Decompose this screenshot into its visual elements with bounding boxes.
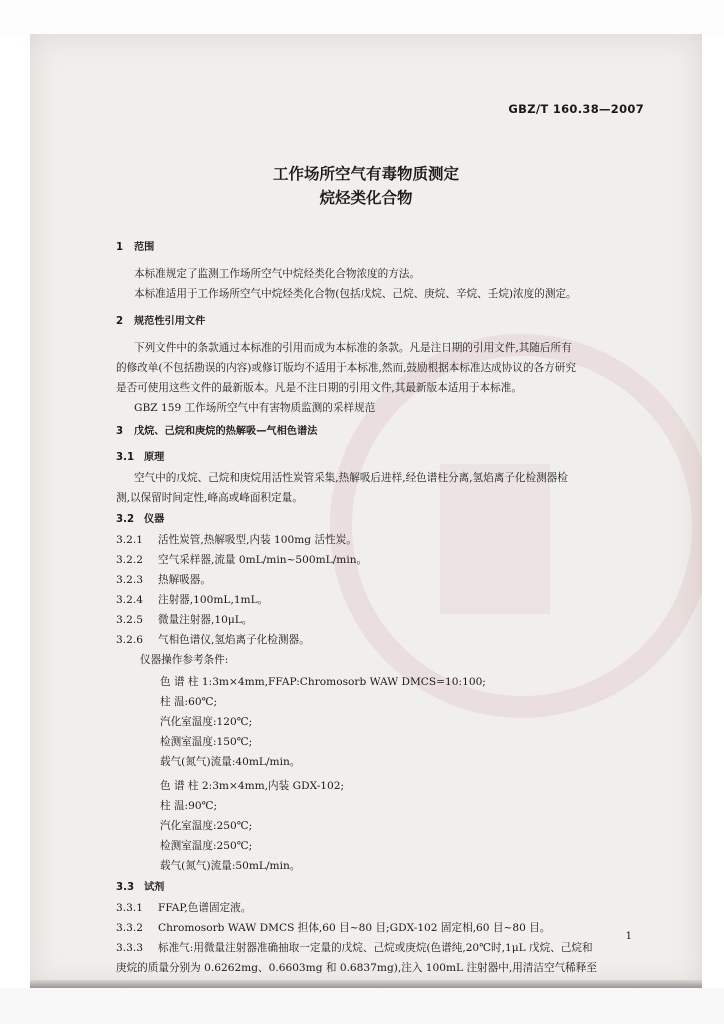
condition-line: 柱 温:90℃;: [160, 800, 218, 812]
scan-margin-top: [0, 0, 724, 34]
condition-line: 载气(氮气)流量:40mL/min。: [160, 756, 301, 768]
document-page: [30, 34, 702, 988]
condition-line: 柱 温:60℃;: [160, 696, 218, 708]
section-heading: 3 戊烷、己烷和庚烷的热解吸—气相色谱法: [116, 426, 318, 437]
subsection-heading: 3.3 试剂: [116, 882, 165, 893]
condition-line: 检测室温度:150℃;: [160, 736, 253, 748]
page-number: 1: [625, 931, 632, 942]
list-item: 3.3.2 Chromosorb WAW DMCS 担体,60 目~80 目;GDX-102 固定相,60 目~80 目。: [116, 922, 551, 934]
standard-code: GBZ/T 160.38—2007: [508, 102, 644, 116]
list-item: 3.2.6 气相色谱仪,氢焰离子化检测器。: [116, 634, 310, 646]
watermark-stamp-center: [440, 464, 550, 614]
section-heading: 2 规范性引用文件: [116, 316, 206, 327]
list-item: 3.3.3 标准气:用微量注射器准确抽取一定量的戊烷、己烷或庚烷(色谱纯,20℃时,1μL 戊烷、己烷和: [116, 942, 593, 954]
scan-margin-bottom: [0, 988, 724, 1024]
paragraph-line: 本标准适用于工作场所空气中烷烃类化合物(包括戊烷、己烷、庚烷、辛烷、壬烷)浓度的测定。: [134, 288, 577, 300]
paragraph-line: 庚烷的质量分别为 0.6262mg、0.6603mg 和 0.6837mg),注入 100mL 注射器中,用清洁空气稀释至: [116, 962, 597, 974]
reference-line: GBZ 159 工作场所空气中有害物质监测的采样规范: [134, 402, 376, 414]
subsection-heading: 3.2 仪器: [116, 514, 165, 525]
list-item: 3.2.5 微量注射器,10μL。: [116, 614, 253, 626]
condition-line: 色 谱 柱 1:3m×4mm,FFAP:Chromosorb WAW DMCS=10:100;: [160, 676, 486, 688]
document-title: 工作场所空气有毒物质测定: [272, 165, 459, 183]
list-item: 3.2.1 活性炭管,热解吸型,内装 100mg 活性炭。: [116, 534, 357, 546]
condition-line: 汽化室温度:250℃;: [160, 820, 253, 832]
condition-line: 汽化室温度:120℃;: [160, 716, 253, 728]
paragraph-line: 测,以保留时间定性,峰高或峰面积定量。: [116, 492, 303, 504]
paragraph-line: 空气中的戊烷、己烷和庚烷用活性炭管采集,热解吸后进样,经色谱柱分离,氢焰离子化检测器检: [134, 472, 568, 484]
list-item: 3.2.2 空气采样器,流量 0mL/min~500mL/min。: [116, 554, 368, 566]
condition-line: 载气(氮气)流量:50mL/min。: [160, 860, 301, 872]
list-item: 3.2.3 热解吸器。: [116, 574, 211, 586]
conditions-label: 仪器操作参考条件:: [140, 654, 229, 666]
list-item: 3.2.4 注射器,100mL,1mL。: [116, 594, 269, 606]
paragraph-line: 下列文件中的条款通过本标准的引用而成为本标准的条款。凡是注日期的引用文件,其随后所有: [134, 342, 572, 354]
paragraph-line: 是否可使用这些文件的最新版本。凡是不注日期的引用文件,其最新版本适用于本标准。: [116, 382, 522, 394]
section-heading: 1 范围: [116, 242, 155, 253]
document-subtitle: 烷烃类化合物: [319, 189, 413, 207]
paragraph-line: 的修改单(不包括勘误的内容)或修订版均不适用于本标准,然而,鼓励根据本标准达成协议的各方研究: [116, 362, 576, 374]
condition-line: 检测室温度:250℃;: [160, 840, 253, 852]
list-item: 3.3.1 FFAP,色谱固定液。: [116, 902, 252, 914]
condition-line: 色 谱 柱 2:3m×4mm,内装 GDX-102;: [160, 780, 345, 792]
page-bottom-edge: [30, 980, 702, 988]
subsection-heading: 3.1 原理: [116, 452, 165, 463]
paragraph-line: 本标准规定了监测工作场所空气中烷烃类化合物浓度的方法。: [134, 268, 421, 280]
